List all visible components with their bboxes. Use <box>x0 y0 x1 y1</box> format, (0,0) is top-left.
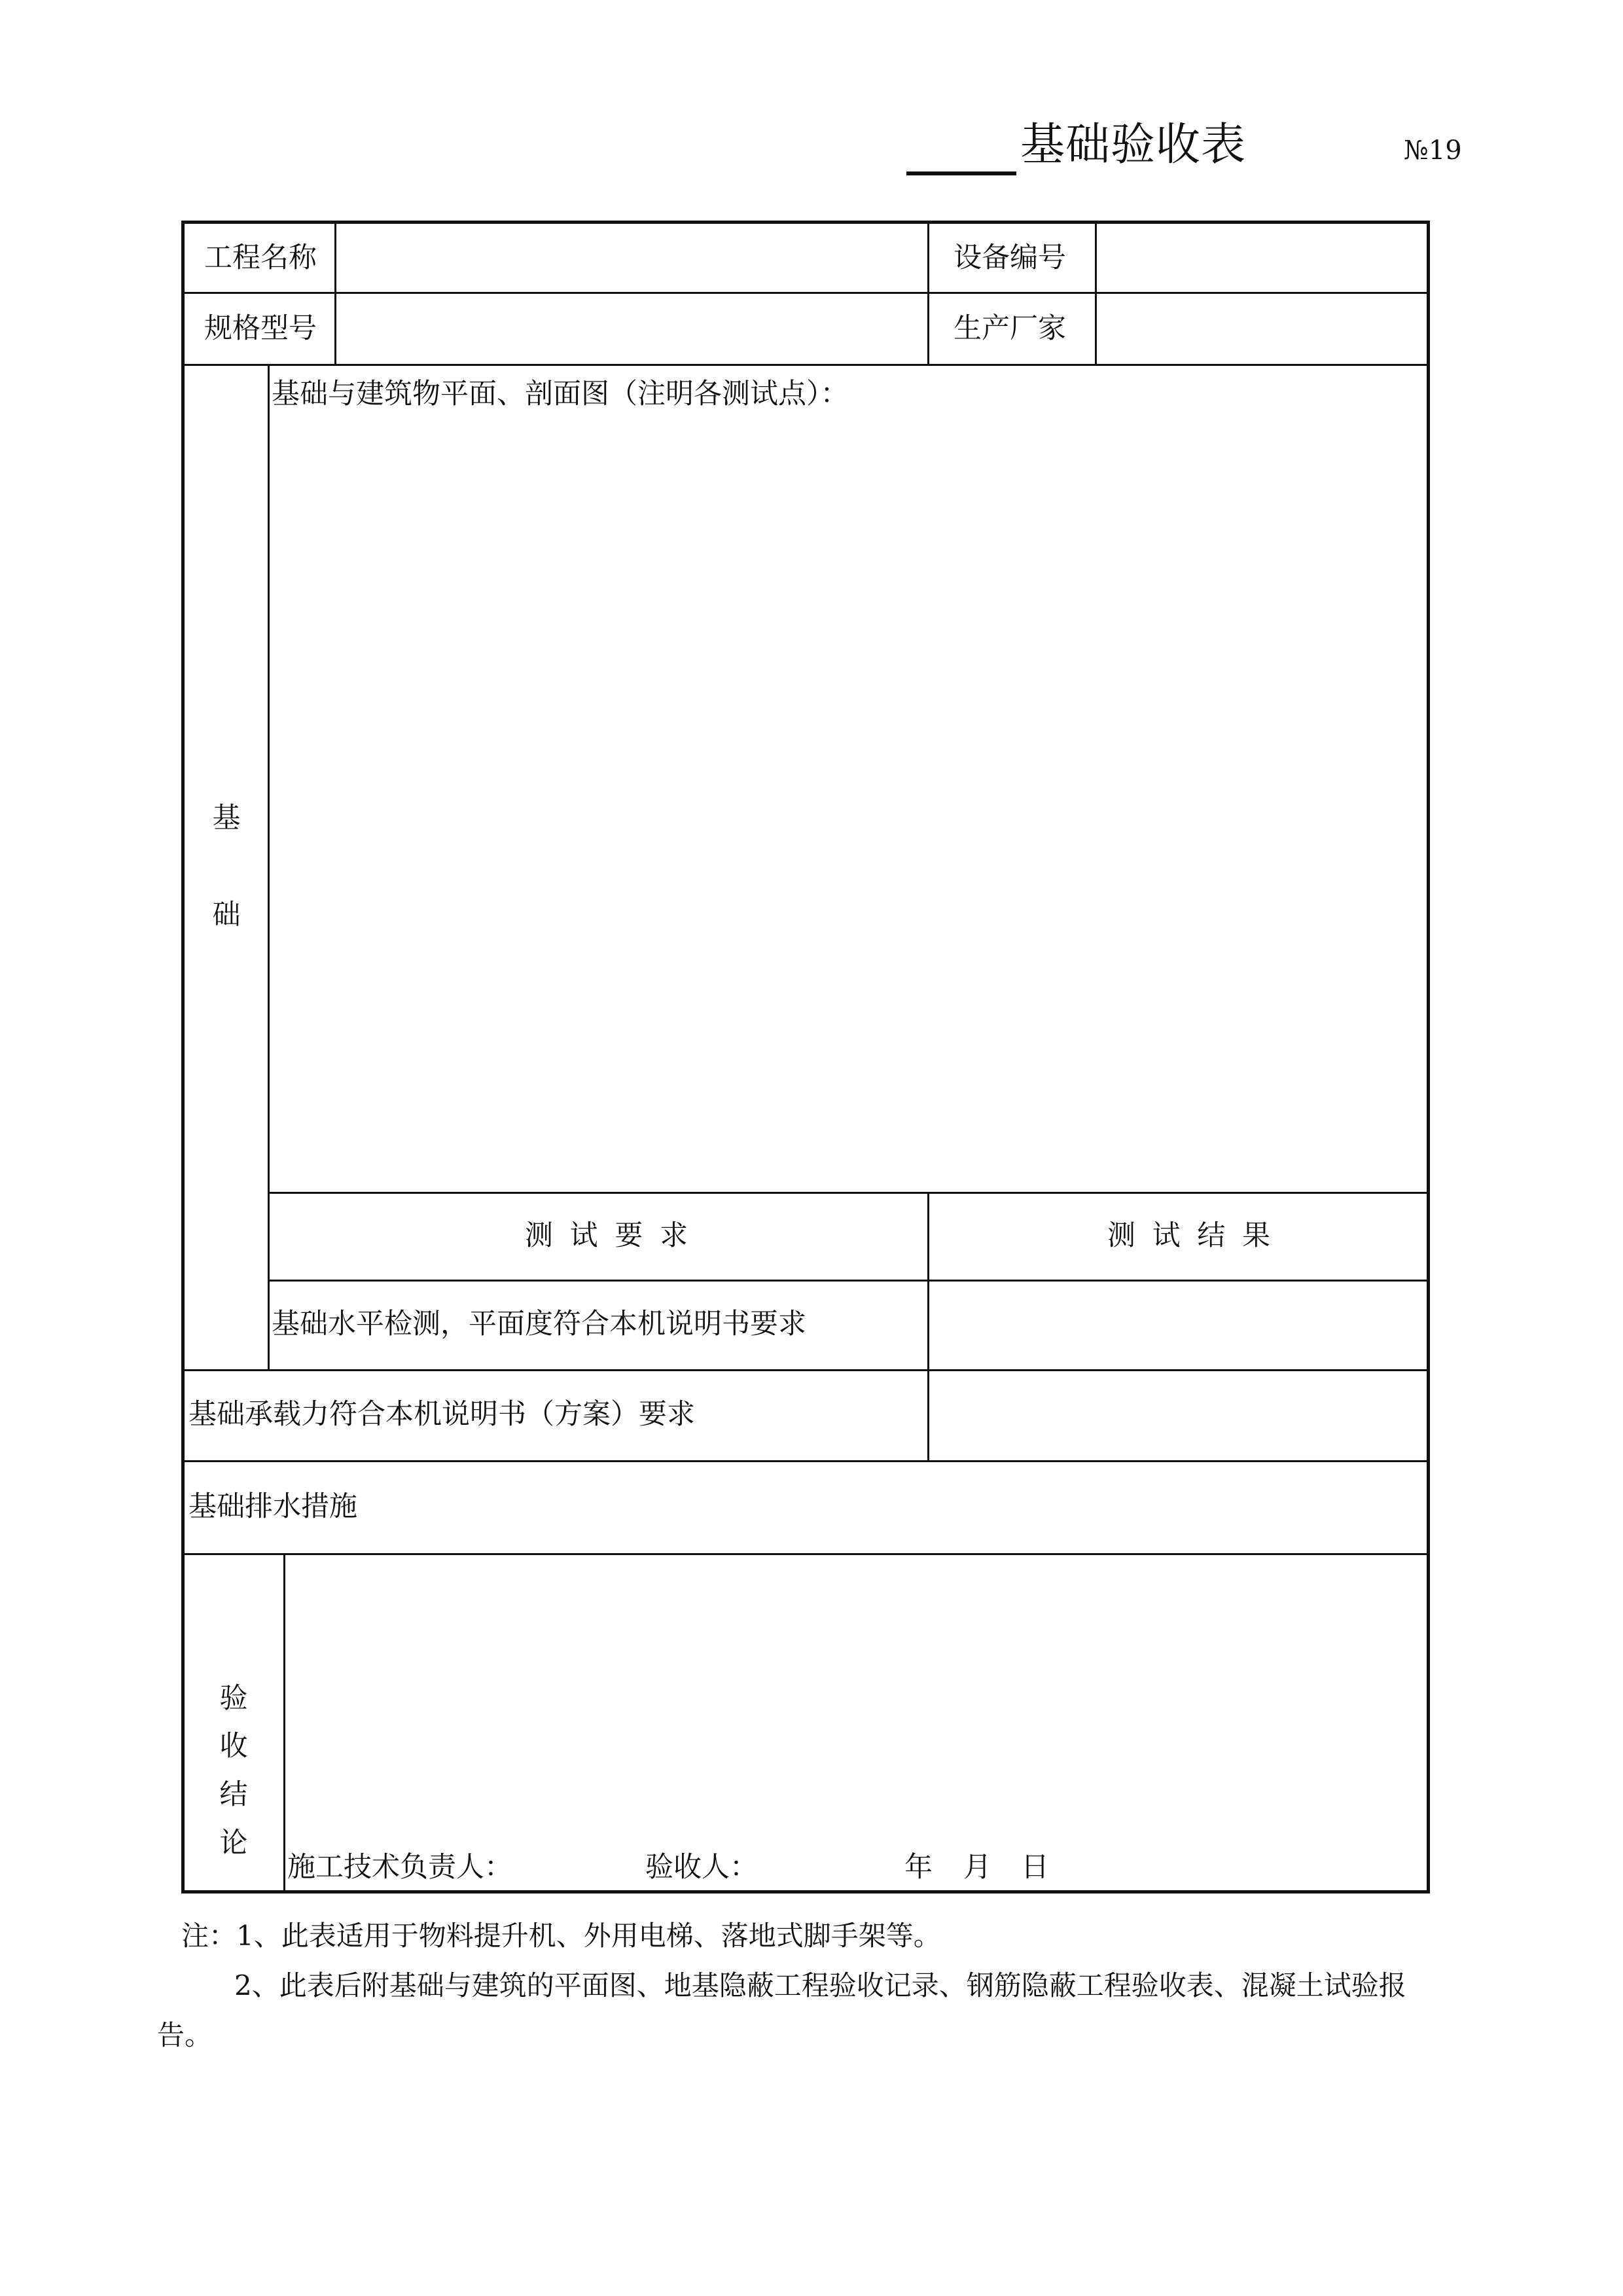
day-label: 日 <box>1021 1851 1049 1884</box>
foundation-side-label-1: 基 <box>212 802 241 834</box>
test-result-header: 测 试 结 果 <box>1107 1219 1275 1252</box>
row-divider <box>268 1192 1427 1194</box>
level-check-requirement: 基础水平检测，平面度符合本机说明书要求 <box>272 1308 806 1340</box>
note-line-3: 告。 <box>157 2019 213 2051</box>
row-divider <box>185 292 1427 294</box>
drawing-area[interactable] <box>272 420 1423 1186</box>
row-divider <box>185 1369 1427 1371</box>
column-divider <box>1095 224 1097 366</box>
conclusion-side-char-4: 论 <box>219 1827 248 1859</box>
level-check-result-field[interactable] <box>934 1287 1421 1365</box>
manufacturer-field[interactable] <box>1107 310 1415 347</box>
conclusion-side-char-1: 验 <box>219 1682 248 1715</box>
column-divider <box>927 1192 929 1462</box>
foundation-side-label-2: 础 <box>212 899 241 931</box>
column-divider <box>268 364 270 1371</box>
form-title <box>906 110 1246 175</box>
note-line-2: 2、此表后附基础与建筑的平面图、地基隐蔽工程验收记录、钢筋隐蔽工程验收表、混凝土试验报 <box>234 1969 1406 2001</box>
conclusion-side-char-3: 结 <box>219 1778 248 1811</box>
drainage-requirement: 基础排水措施 <box>188 1490 357 1523</box>
model-spec-field[interactable] <box>345 310 914 347</box>
acceptance-table <box>181 221 1430 1893</box>
row-divider <box>185 364 1427 366</box>
bearing-capacity-result-field[interactable] <box>934 1376 1421 1454</box>
title-text: 基础验收表 <box>1020 119 1247 171</box>
row-divider <box>268 1280 1427 1282</box>
equipment-number-field[interactable] <box>1107 240 1415 276</box>
acceptor-label: 验收人： <box>645 1851 758 1884</box>
year-label: 年 <box>904 1851 933 1884</box>
column-divider <box>927 224 929 366</box>
row-divider <box>185 1553 1427 1555</box>
column-divider <box>283 1553 285 1890</box>
equipment-number-label: 设备编号 <box>954 242 1066 274</box>
form-number: №19 <box>1404 135 1462 166</box>
drawing-instruction: 基础与建筑物平面、剖面图（注明各测试点）： <box>272 378 849 410</box>
manufacturer-label: 生产厂家 <box>954 312 1066 345</box>
month-label: 月 <box>963 1851 991 1884</box>
project-name-label: 工程名称 <box>204 242 317 274</box>
tech-leader-label: 施工技术负责人： <box>287 1851 512 1884</box>
conclusion-side-char-2: 收 <box>219 1730 248 1763</box>
column-divider <box>334 224 336 366</box>
note-line-1: 注：1、此表适用于物料提升机、外用电梯、落地式脚手架等。 <box>181 1920 941 1952</box>
conclusion-area[interactable] <box>291 1559 1421 1834</box>
title-blank-line[interactable] <box>906 115 1016 175</box>
model-spec-label: 规格型号 <box>204 312 317 345</box>
bearing-capacity-requirement: 基础承载力符合本机说明书（方案）要求 <box>188 1398 695 1431</box>
project-name-field[interactable] <box>345 240 914 276</box>
row-divider <box>185 1460 1427 1462</box>
drainage-result-field[interactable] <box>934 1467 1421 1547</box>
test-requirement-header: 测 试 要 求 <box>525 1219 692 1252</box>
